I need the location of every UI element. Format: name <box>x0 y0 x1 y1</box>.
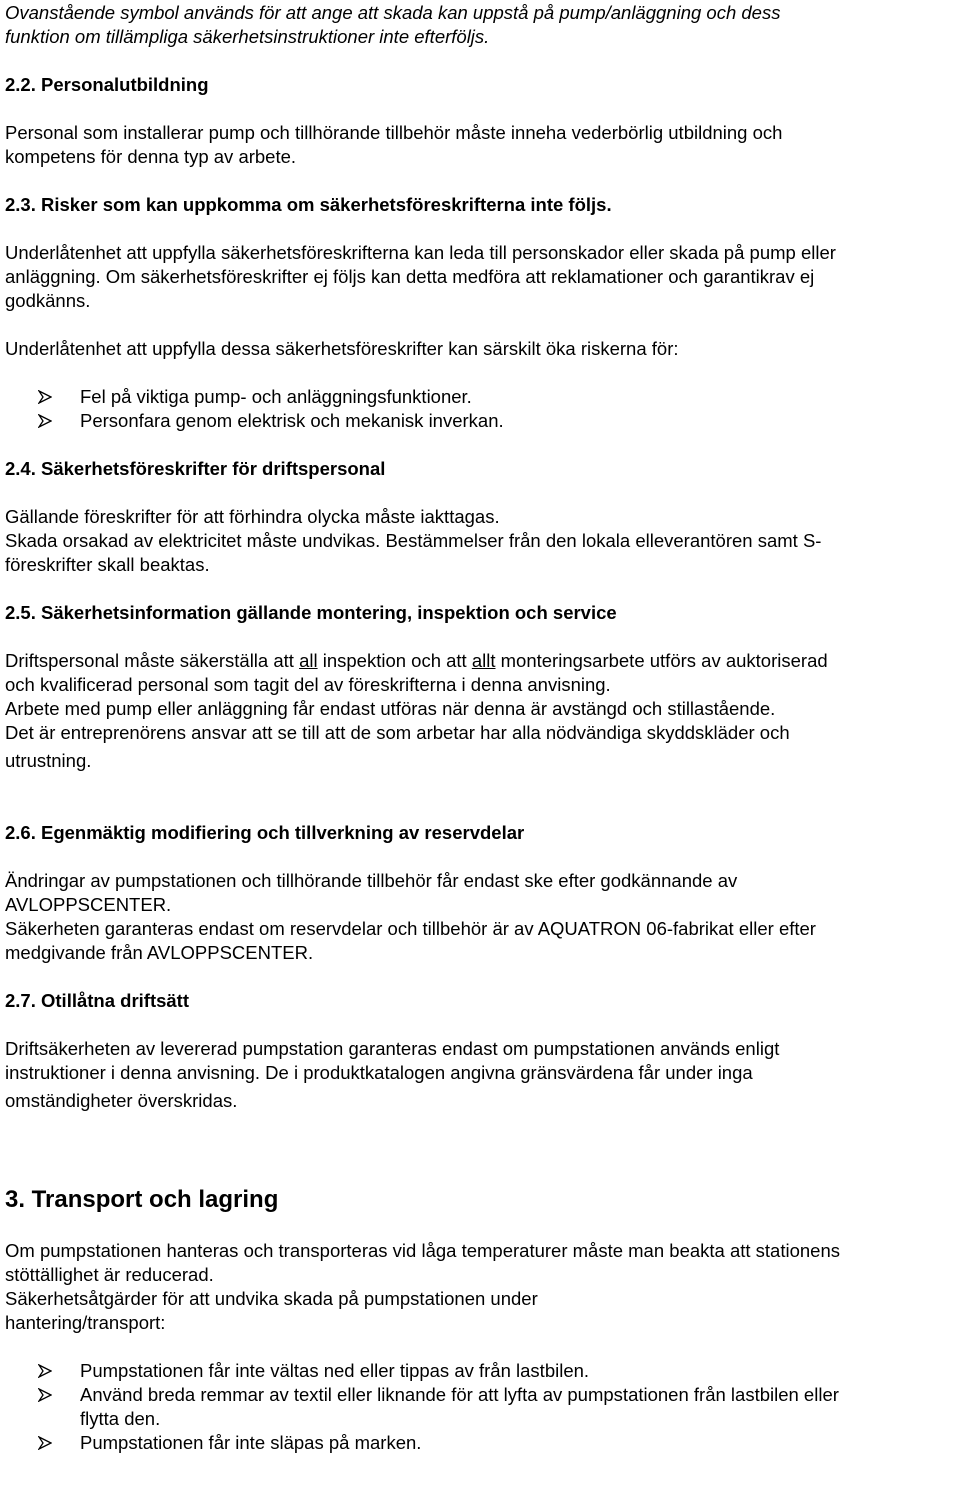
s2-5-line-5: utrustning. <box>5 750 92 771</box>
intro-line-2: funktion om tillämpliga säkerhetsinstruktioner inte efterföljs. <box>5 26 490 47</box>
s2-2-line-1: Personal som installerar pump och tillhörande tillbehör måste inneha vederbörlig utbildning och <box>5 122 783 143</box>
s3-line-4: hantering/transport: <box>5 1312 166 1333</box>
heading-2-2: 2.2. Personalutbildning <box>5 74 209 95</box>
list-item-text: Pumpstationen får inte släpas på marken. <box>80 1432 422 1453</box>
s2-3-line-4: Underlåtenhet att uppfylla dessa säkerhetsföreskrifter kan särskilt öka riskerna för: <box>5 338 679 359</box>
underlined-allt: allt <box>471 650 496 671</box>
s2-2-line-2: kompetens för denna typ av arbete. <box>5 146 297 167</box>
s2-4-line-3: föreskrifter skall beaktas. <box>5 554 210 575</box>
list-item <box>5 409 955 433</box>
s3-line-1: Om pumpstationen hanteras och transporteras vid låga temperaturer måste man beakta att stationens <box>5 1240 841 1261</box>
list-item-text: Pumpstationen får inte vältas ned eller tippas av från lastbilen. <box>80 1360 590 1381</box>
s2-3-line-3: godkänns. <box>5 290 91 311</box>
s2-5-line-4: Det är entreprenörens ansvar att se till att de som arbetar har alla nödvändiga skyddskläder och <box>5 722 790 743</box>
s3-line-2: stöttällighet är reducerad. <box>5 1264 214 1285</box>
s2-7-line-1: Driftsäkerheten av levererad pumpstation garanteras endast om pumpstationen används enligt <box>5 1038 780 1059</box>
s2-3-line-1: Underlåtenhet att uppfylla säkerhetsföreskrifterna kan leda till personskador eller skada på pump eller <box>5 242 836 263</box>
intro-line-1: Ovanstående symbol används för att ange att skada kan uppstå på pump/anläggning och dess <box>5 2 781 23</box>
heading-2-6: 2.6. Egenmäktig modifiering och tillverkning av reservdelar <box>5 822 525 843</box>
heading-2-7: 2.7. Otillåtna driftsätt <box>5 990 190 1011</box>
s3-transport-list <box>5 1359 955 1455</box>
s2-5-line-1: Driftspersonal måste säkerställa att all inspektion och att allt monteringsarbete utförs av auktoriserad <box>5 650 828 671</box>
s2-6-line-3: Säkerheten garanteras endast om reservdelar och tillbehör är av AQUATRON 06-fabrikat eller efter <box>5 918 816 939</box>
list-item-text-cont: flytta den. <box>80 1408 161 1429</box>
arrowhead-bullet-icon <box>38 1436 52 1450</box>
heading-2-5: 2.5. Säkerhetsinformation gällande montering, inspektion och service <box>5 602 617 623</box>
heading-2-3: 2.3. Risker som kan uppkomma om säkerhetsföreskrifterna inte följs. <box>5 194 612 215</box>
s2-7-line-2: instruktioner i denna anvisning. De i produktkatalogen angivna gränsvärdena får under inga <box>5 1062 753 1083</box>
s2-4-line-1: Gällande föreskrifter för att förhindra olycka måste iakttagas. <box>5 506 500 527</box>
s3-line-3: Säkerhetsåtgärder för att undvika skada på pumpstationen under <box>5 1288 538 1309</box>
arrowhead-bullet-icon <box>38 1364 52 1378</box>
list-item <box>5 1359 955 1383</box>
s2-6-line-1: Ändringar av pumpstationen och tillhörande tillbehör får endast ske efter godkännande av <box>5 870 738 891</box>
s2-3-risk-list <box>5 385 955 433</box>
arrowhead-bullet-icon <box>38 390 52 404</box>
list-item <box>5 1431 955 1455</box>
list-item-text: Använd breda remmar av textil eller liknande för att lyfta av pumpstationen från lastbilen eller <box>80 1384 839 1405</box>
s2-5-line-2: och kvalificerad personal som tagit del av föreskrifterna i denna anvisning. <box>5 674 611 695</box>
s2-5-line-3: Arbete med pump eller anläggning får endast utföras när denna är avstängd och stillastående. <box>5 698 776 719</box>
s2-6-line-2: AVLOPPSCENTER. <box>5 894 172 915</box>
list-item-text: Fel på viktiga pump- och anläggningsfunktioner. <box>80 386 472 407</box>
arrowhead-bullet-icon <box>38 414 52 428</box>
s2-6-line-4: medgivande från AVLOPPSCENTER. <box>5 942 314 963</box>
arrowhead-bullet-icon <box>38 1388 52 1402</box>
document-page <box>5 1 955 1455</box>
list-item <box>5 385 955 409</box>
underlined-all: all <box>299 650 318 671</box>
s2-3-line-2: anläggning. Om säkerhetsföreskrifter ej följs kan detta medföra att reklamationer och garantikrav ej <box>5 266 815 287</box>
list-item <box>5 1383 955 1431</box>
list-item-text: Personfara genom elektrisk och mekanisk inverkan. <box>80 410 504 431</box>
heading-2-4: 2.4. Säkerhetsföreskrifter för driftspersonal <box>5 458 386 479</box>
s2-7-line-3: omständigheter överskridas. <box>5 1090 238 1111</box>
s2-4-line-2: Skada orsakad av elektricitet måste undvikas. Bestämmelser från den lokala elleverantören samt S- <box>5 530 822 551</box>
heading-3: 3. Transport och lagring <box>5 1186 279 1213</box>
